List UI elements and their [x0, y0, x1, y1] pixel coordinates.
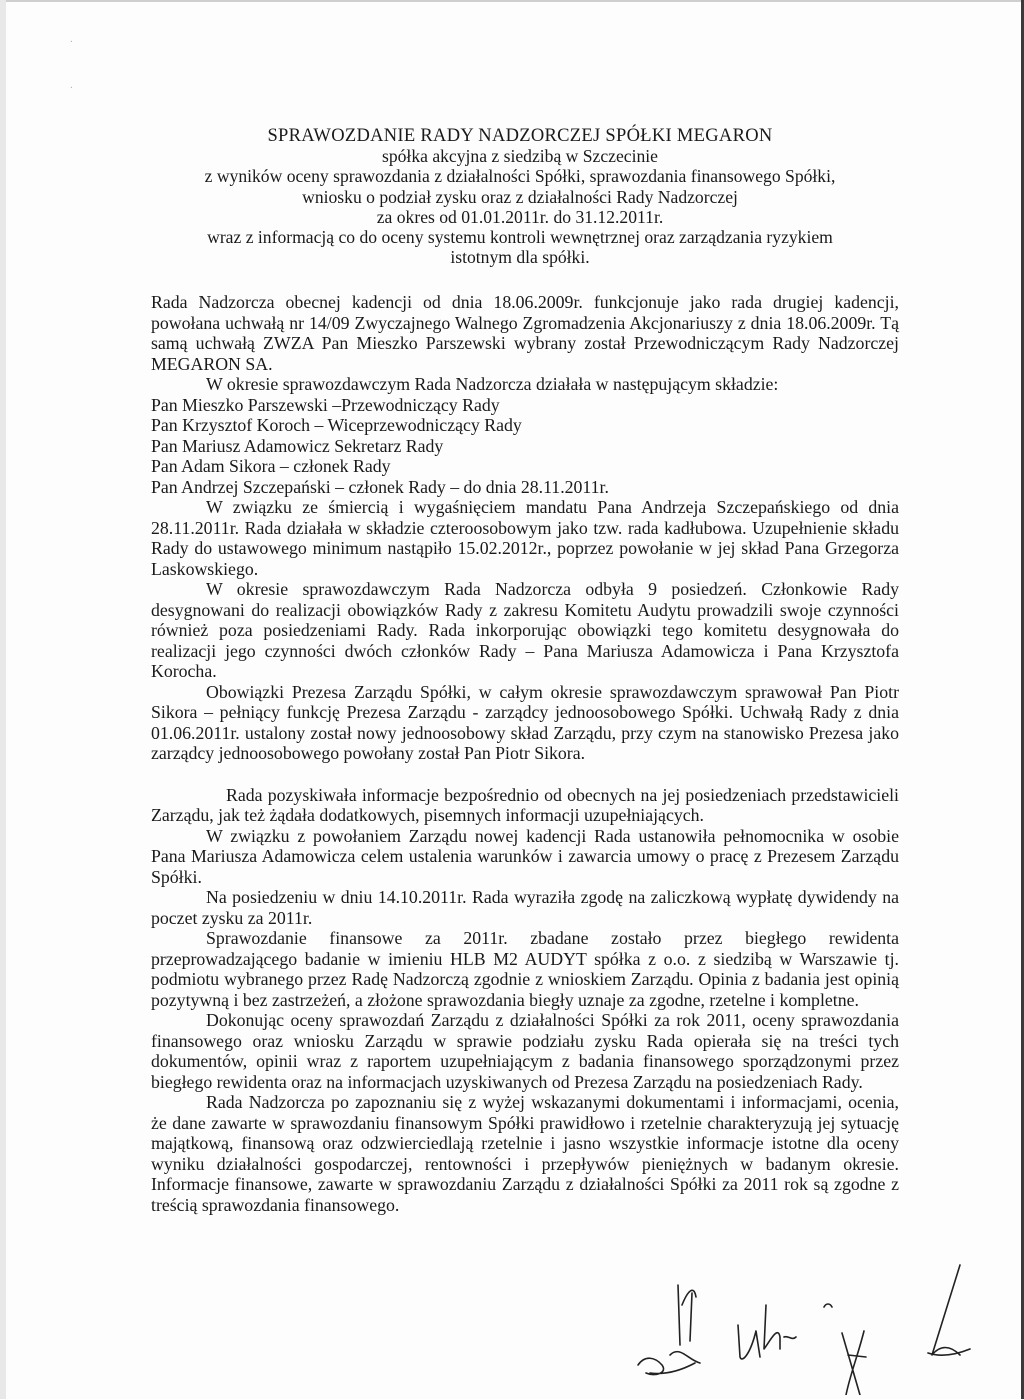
header-line: wraz z informacją co do oceny systemu kontroli wewnętrznej oraz zarządzania ryzykiem: [207, 227, 833, 248]
paragraph-president: Obowiązki Prezesa Zarządu Spółki, w całym okresie sprawozdawczym sprawował Pan Piotr Sikora – pełniący funkcję Prezesa Zarządu - zarządcy jednoosobowego Spółki. Uchwałą Rady z dnia 01.06.2011r. ustalony został nowy jednoosobowy skład Zarządu, przy czym na stanowisko Prezesa jako zarządcy jednoosobowego powołany został Pan Piotr Sikora.: [151, 681, 899, 763]
paragraph-death: W związku ze śmiercią i wygaśnięciem mandatu Pana Andrzeja Szczepańskiego od dnia 28.11.2011r. Rada działała w składzie czteroosobowym jako tzw. rada kadłubowa. Uzupełnienie składu Rady do ustawowego minimum nastąpiło 15.02.2012r., poprzez powołanie w jej skład Pana Grzegorza Laskowskiego.: [151, 497, 899, 579]
header-line: istotnym dla spółki.: [450, 247, 590, 268]
member-item: Pan Mariusz Adamowicz Sekretarz Rady: [151, 435, 444, 456]
member-item: Pan Mieszko Parszewski –Przewodniczący Rady: [151, 394, 500, 415]
document-body: [151, 292, 899, 1215]
signature-2: [738, 1305, 796, 1359]
paragraph-information: Rada pozyskiwała informacje bezpośrednio od obecnych na jej posiedzeniach przedstawicieli Zarządu, jak też żądała dodatkowych, pisemnych informacji uzupełniających.: [151, 784, 899, 825]
document-title: SPRAWOZDANIE RADY NADZORCZEJ SPÓŁKI MEGARON: [267, 126, 773, 146]
paragraph-meetings: W okresie sprawozdawczym Rada Nadzorcza odbyła 9 posiedzeń. Członkowie Rady desygnowani do realizacji obowiązków Rady z zakresu Komitetu Audytu prowadzili swoje czynności również poza posiedzeniami Rady. Rada inkorporując obowiązki tego komitetu desygnowała do realizacji jego czynności dwóch członków Rady – Pana Mariusza Adamowicza i Pana Krzysztofa Korocha.: [151, 579, 899, 681]
paragraph-dividend: Na posiedzeniu w dniu 14.10.2011r. Rada wyraziła zgodę na zaliczkową wypłatę dywidendy na poczet zysku za 2011r.: [151, 887, 899, 928]
paragraph-composition-intro: W okresie sprawozdawczym Rada Nadzorcza działała w następującym składzie:: [206, 374, 779, 394]
signature-3: [824, 1304, 866, 1395]
scan-edge-top: [0, 0, 1024, 2]
header-line: spółka akcyjna z siedzibą w Szczecinie: [381, 146, 658, 167]
member-item: Pan Andrzej Szczepański – członek Rady – do dnia 28.11.2011r.: [151, 476, 609, 497]
paragraph-assessment: Dokonując oceny sprawozdań Zarządu z działalności Spółki za rok 2011, oceny sprawozdania finansowego oraz wniosku Zarządu w sprawie podziału zysku Rada opierała się na treści tych dokumentów, opinii wraz z raportem uzupełniającym z badania finansowego sporządzonymi przez biegłego rewidenta oraz na informacjach uzyskiwanych od Prezesa Zarządu na posiedzeniach Rady.: [151, 1010, 899, 1092]
paragraph-proxy: W związku z powołaniem Zarządu nowej kadencji Rada ustanowiła pełnomocnika w osobie Pana Mariusza Adamowicza celem ustalenia warunków i zawarcia umowy o pracę z Prezesem Zarządu Spółki.: [151, 825, 899, 887]
signature-1-stroke: [678, 1285, 696, 1345]
member-item: Pan Adam Sikora – członek Rady: [151, 456, 391, 476]
scan-edge-left: [0, 0, 6, 1399]
document-header: [140, 126, 900, 267]
header-line: za okres od 01.01.2011r. do 31.12.2011r.: [376, 206, 664, 227]
header-line: z wyników oceny sprawozdania z działalności Spółki, sprawozdania finansowego Spółki,: [204, 166, 836, 187]
binding-hole-mark: ˑ: [70, 38, 73, 49]
paragraph-audit: Sprawozdanie finansowe za 2011r. zbadane zostało przez biegłego rewidenta przeprowadzającego badanie w imieniu HLB M2 AUDYT spółka z o.o. z siedzibą w Warszawie tj. podmiotu wybranego przez Radę Nadzorczą zgodnie z wnioskiem Zarządu. Opinia z badania jest opinią pozytywną i bez zastrzeżeń, a złożone sprawozdania biegły uznaje za zgodne, rzetelne i kompletne.: [151, 928, 899, 1010]
signature-1: [638, 1352, 700, 1375]
signature-4: [928, 1265, 970, 1355]
member-list: [151, 395, 899, 498]
paragraph-term: Rada Nadzorcza obecnej kadencji od dnia 18.06.2009r. funkcjonuje jako rada drugiej kadencji, powołana uchwałą nr 14/09 Zwyczajnego Walnego Zgromadzenia Akcjonariuszy z dnia 18.06.2009r. Tą samą uchwałą ZWZA Pan Mieszko Parszewski wybrany został Przewodniczącym Rady Nadzorczej MEGARON SA.: [151, 292, 899, 374]
member-item: Pan Krzysztof Koroch – Wiceprzewodniczący Rady: [151, 415, 522, 435]
binding-hole-mark: ˑ: [70, 84, 73, 95]
handwritten-signatures: [610, 1245, 980, 1395]
header-line: wniosku o podział zysku oraz z działalności Rady Nadzorczej: [302, 186, 738, 207]
paragraph-conclusion: Rada Nadzorcza po zapoznaniu się z wyżej wskazanymi dokumentami i informacjami, ocenia, że dane zawarte w sprawozdaniu finansowym Spółki prawidłowo i rzetelnie charakteryzują jej sytuację majątkową, finansową oraz odzwierciedlają rzetelnie i jasno wszystkie informacje istotne dla oceny wyniku działalności gospodarczej, rentowności i przepływów pieniężnych w badanym okresie. Informacje finansowe, zawarte w sprawozdaniu Zarządu z działalności Spółki za 2011 rok są zgodne z treścią sprawozdania finansowego.: [151, 1092, 899, 1215]
signatures: [610, 1245, 980, 1395]
